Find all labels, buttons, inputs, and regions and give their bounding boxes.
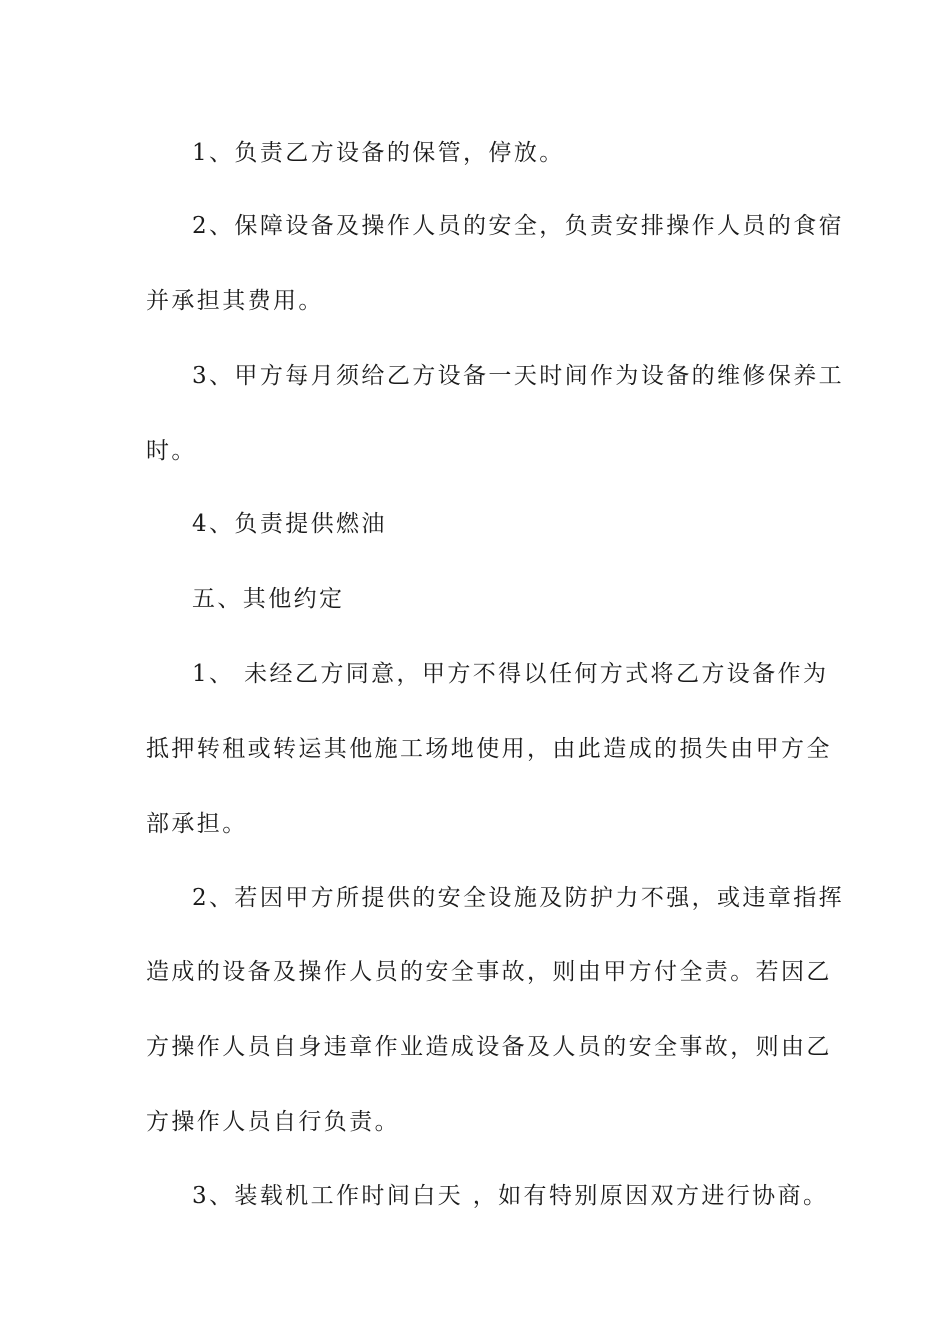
clause-line-2: 2、保障设备及操作人员的安全，负责安排操作人员的食宿 <box>192 213 845 239</box>
clause-line-6: 4、负责提供燃油 <box>192 511 387 537</box>
clause-line-15: 3、装载机工作时间白天 ，如有特别原因双方进行协商。 <box>192 1183 829 1209</box>
clause-line-8: 1、 未经乙方同意，甲方不得以任何方式将乙方设备作为 <box>192 661 829 687</box>
clause-line-3: 并承担其费用。 <box>146 288 324 314</box>
clause-line-11: 2、若因甲方所提供的安全设施及防护力不强，或违章指挥 <box>192 885 845 911</box>
clause-line-14: 方操作人员自行负责。 <box>146 1109 400 1135</box>
clause-line-12: 造成的设备及操作人员的安全事故，则由甲方付全责。若因乙 <box>146 959 832 985</box>
clause-line-5: 时。 <box>146 438 197 464</box>
clause-line-13: 方操作人员自身违章作业造成设备及人员的安全事故，则由乙 <box>146 1034 832 1060</box>
clause-line-9: 抵押转租或转运其他施工场地使用，由此造成的损失由甲方全 <box>146 736 832 762</box>
section-heading-other-agreements: 五、其他约定 <box>192 586 345 612</box>
clause-line-4: 3、甲方每月须给乙方设备一天时间作为设备的维修保养工 <box>192 363 845 389</box>
clause-line-1: 1、负责乙方设备的保管，停放。 <box>192 140 565 166</box>
clause-line-10: 部承担。 <box>146 811 248 837</box>
